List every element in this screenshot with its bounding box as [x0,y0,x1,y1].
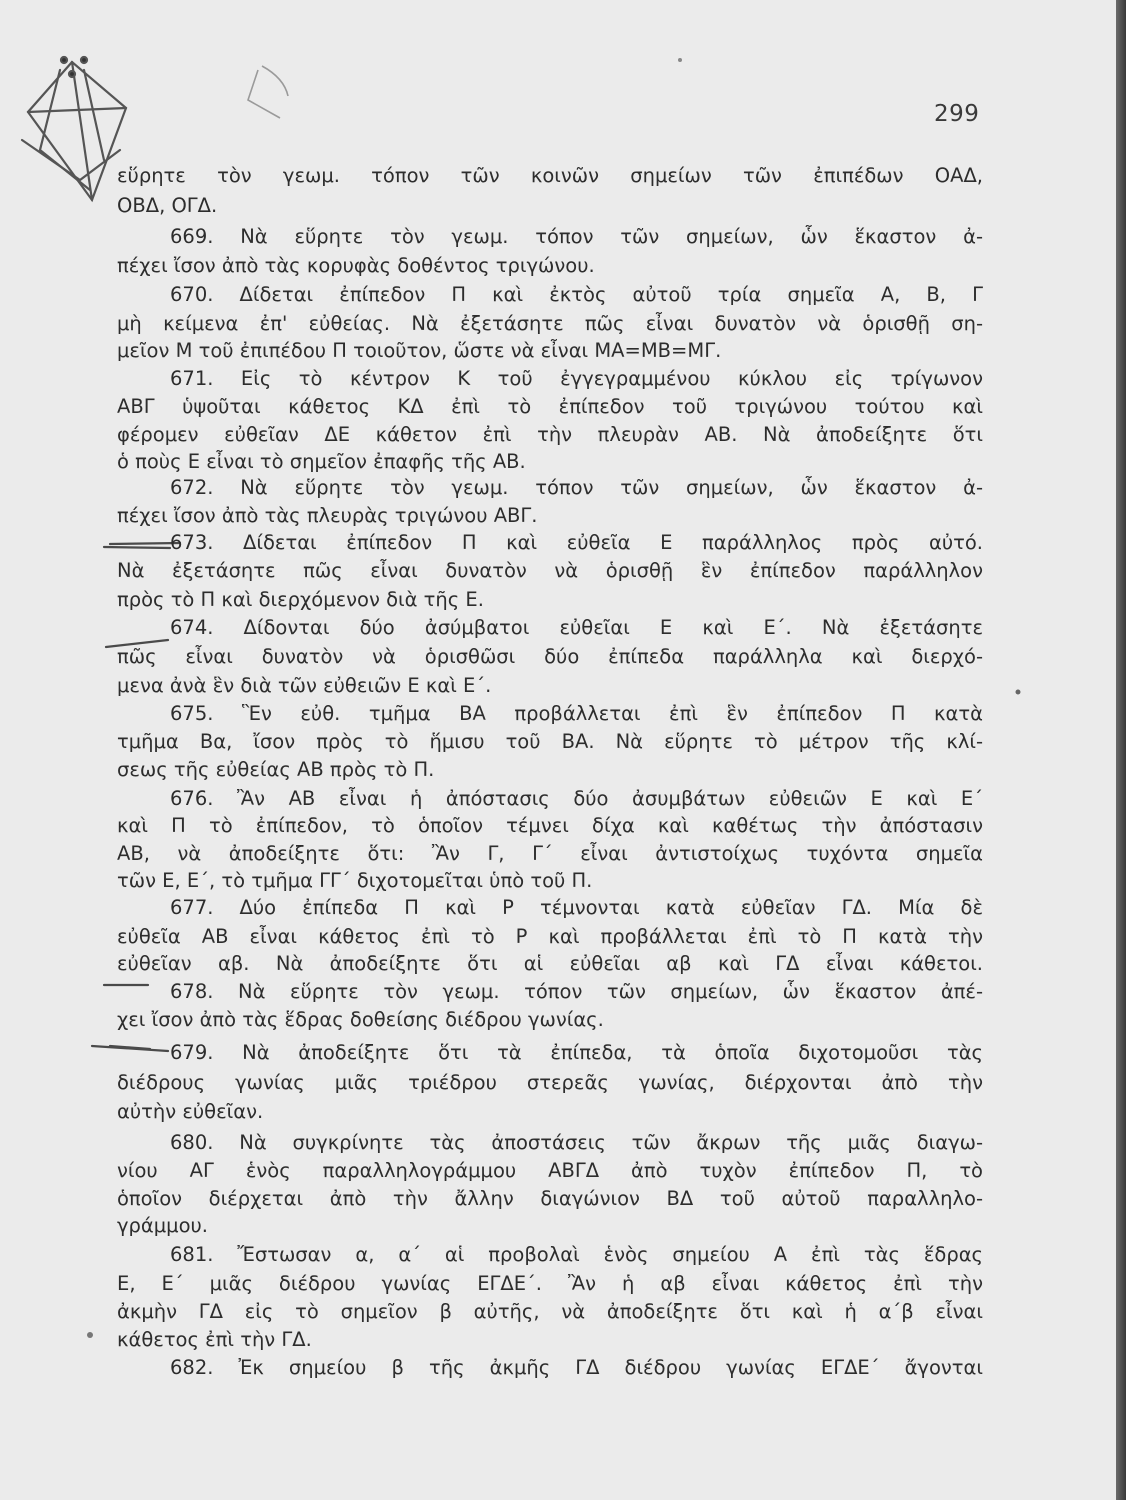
text-line: πέχει ἴσον ἀπὸ τὰς κορυφὰς δοθέντος τριγώνου. [117,254,595,277]
text-line: καὶ Π τὸ ἐπίπεδον, τὸ ὁποῖον τέμνει δίχα καὶ καθέτως τὴν ἀπόστασιν [117,814,983,837]
kite-sketch-icon [22,57,126,200]
text-line: μενα ἀνὰ ἓν διὰ τῶν εὐθειῶν Ε καὶ Ε΄. [117,674,492,697]
text-line: Ε, Ε΄ μιᾶς διέδρου γωνίας ΕΓΔΕ΄. Ἂν ἡ αβ εἶναι κάθετος ἐπὶ τὴν [117,1272,983,1295]
text-line: 682. Ἐκ σημείου β τῆς ἀκμῆς ΓΔ διέδρου γωνίας ΕΓΔΕ΄ ἄγονται [170,1356,983,1379]
text-line: Νὰ ἐξετάσητε πῶς εἶναι δυνατὸν νὰ ὁρισθῇ ἓν ἐπίπεδον παράλληλον [117,559,983,582]
text-line: 676. Ἂν ΑΒ εἶναι ἡ ἀπόστασις δύο ἀσυμβάτων εὐθειῶν Ε καὶ Ε΄ [170,787,983,810]
text-line: 679. Νὰ ἀποδείξητε ὅτι τὰ ἐπίπεδα, τὰ ὁποῖα διχοτομοῦσι τὰς [170,1041,983,1064]
ink-dot [1016,690,1021,695]
text-line: 681. Ἔστωσαν α, α΄ αἱ προβολαὶ ἑνὸς σημείου Α ἐπὶ τὰς ἕδρας [170,1243,983,1266]
text-line: γράμμου. [117,1214,208,1237]
text-line: πῶς εἶναι δυνατὸν νὰ ὁρισθῶσι δύο ἐπίπεδα παράλληλα καὶ διερχό- [117,645,983,668]
text-line: φέρομεν εὐθεῖαν ΔΕ κάθετον ἐπὶ τὴν πλευρὰν ΑΒ. Νὰ ἀποδείξητε ὅτι [117,423,983,446]
text-line: μεῖον Μ τοῦ ἐπιπέδου Π τοιοῦτον, ὥστε νὰ εἶναι ΜΑ=ΜΒ=ΜΓ. [117,339,722,362]
text-line: 671. Εἰς τὸ κέντρον Κ τοῦ ἐγγεγραμμένου κύκλου εἰς τρίγωνον [170,367,983,390]
text-line: χει ἴσον ἀπὸ τὰς ἕδρας δοθείσης διέδρου γωνίας. [117,1008,604,1031]
text-line: ὁ ποὺς Ε εἶναι τὸ σημεῖον ἐπαφῆς τῆς ΑΒ. [117,450,526,473]
text-line: εὐθεῖα ΑΒ εἶναι κάθετος ἐπὶ τὸ Ρ καὶ προβάλλεται ἐπὶ τὸ Π κατὰ τὴν [117,925,983,948]
text-line: ΑΒ, νὰ ἀποδείξητε ὅτι: Ἂν Γ, Γ΄ εἶναι ἀντιστοίχως τυχόντα σημεῖα [117,842,983,865]
text-line: εὕρητε τὸν γεωμ. τόπον τῶν κοινῶν σημείων τῶν ἐπιπέδων ΟΑΔ, [117,164,983,187]
text-line: πέχει ἴσον ἀπὸ τὰς πλευρὰς τριγώνου ΑΒΓ. [117,504,538,527]
text-line: διέδρους γωνίας μιᾶς τριέδρου στερεᾶς γωνίας, διέρχονται ἀπὸ τὴν [117,1071,983,1094]
text-line: νίου ΑΓ ἑνὸς παραλληλογράμμου ΑΒΓΔ ἀπὸ τυχὸν ἐπίπεδον Π, τὸ [117,1159,983,1182]
text-line: ἀκμὴν ΓΔ εἰς τὸ σημεῖον β αὐτῆς, νὰ ἀποδείξητε ὅτι καὶ ἡ α΄β εἶναι [117,1300,983,1323]
ink-dot [678,58,682,62]
text-line: 672. Νὰ εὕρητε τὸν γεωμ. τόπον τῶν σημείων, ὧν ἕκαστον ἀ- [170,476,983,499]
text-line: 678. Νὰ εὕρητε τὸν γεωμ. τόπον τῶν σημείων, ὧν ἕκαστον ἀπέ- [170,980,983,1003]
text-line: αὐτὴν εὐθεῖαν. [117,1100,264,1123]
text-line: 680. Νὰ συγκρίνητε τὰς ἀποστάσεις τῶν ἄκρων τῆς μιᾶς διαγω- [170,1131,983,1154]
text-line: ΑΒΓ ὑψοῦται κάθετος ΚΔ ἐπὶ τὸ ἐπίπεδον τοῦ τριγώνου τούτου καὶ [117,395,983,418]
ink-dot [87,1332,93,1338]
text-line: 673. Δίδεται ἐπίπεδον Π καὶ εὐθεῖα Ε παράλληλος πρὸς αὐτό. [170,531,983,554]
text-line: 675. Ἓν εὐθ. τμῆμα ΒΑ προβάλλεται ἐπὶ ἓν ἐπίπεδον Π κατὰ [170,702,983,725]
text-line: κάθετος ἐπὶ τὴν ΓΔ. [117,1328,312,1351]
text-line: μὴ κείμενα ἐπ' εὐθείας. Νὰ ἐξετάσητε πῶς εἶναι δυνατὸν νὰ ὁρισθῇ ση- [117,312,983,335]
text-line: τῶν Ε, Ε΄, τὸ τμῆμα ΓΓ΄ διχοτομεῖται ὑπὸ τοῦ Π. [117,869,593,892]
page-edge [1116,0,1126,1500]
page-number: 299 [934,101,980,127]
text-line: εὐθεῖαν αβ. Νὰ ἀποδείξητε ὅτι αἱ εὐθεῖαι αβ καὶ ΓΔ εἶναι κάθετοι. [117,952,983,975]
text-line: 669. Νὰ εὕρητε τὸν γεωμ. τόπον τῶν σημείων, ὧν ἕκαστον ἀ- [170,225,983,248]
text-line: σεως τῆς εὐθείας ΑΒ πρὸς τὸ Π. [117,758,435,781]
text-line: 670. Δίδεται ἐπίπεδον Π καὶ ἐκτὸς αὐτοῦ τρία σημεῖα Α, Β, Γ [170,283,983,306]
text-line: τμῆμα Βα, ἴσον πρὸς τὸ ἥμισυ τοῦ ΒΑ. Νὰ εὕρητε τὸ μέτρον τῆς κλί- [117,730,983,753]
text-line: 677. Δύο ἐπίπεδα Π καὶ Ρ τέμνονται κατὰ εὐθεῖαν ΓΔ. Μία δὲ [170,896,983,919]
text-line: πρὸς τὸ Π καὶ διερχόμενον διὰ τῆς Ε. [117,588,484,611]
text-line: ὁποῖον διέρχεται ἀπὸ τὴν ἄλλην διαγώνιον ΒΔ τοῦ αὐτοῦ παραλληλο- [117,1187,983,1210]
text-line: 674. Δίδονται δύο ἀσύμβατοι εὐθεῖαι Ε καὶ Ε΄. Νὰ ἐξετάσητε [170,616,983,639]
faint-arc-sketch [248,66,288,118]
text-line: ΟΒΔ, ΟΓΔ. [117,194,218,217]
